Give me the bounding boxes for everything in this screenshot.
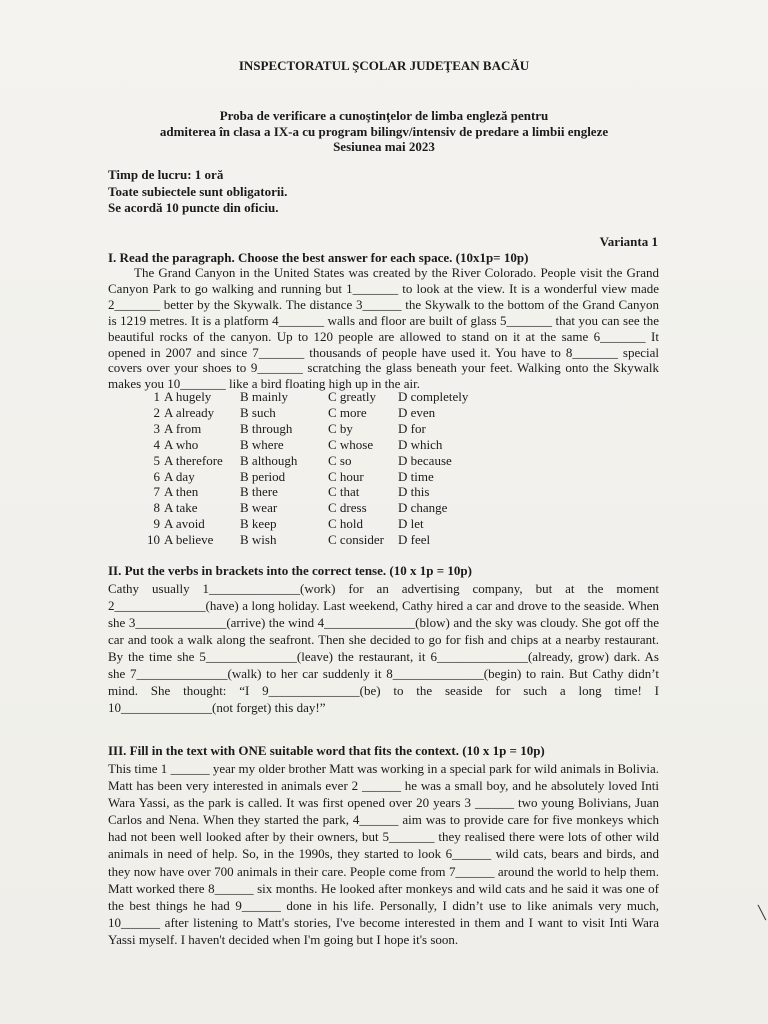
option-row <box>140 500 518 516</box>
option-row <box>140 405 518 421</box>
option-b: B through <box>240 420 293 436</box>
option-number: 10 <box>147 532 160 548</box>
section-1-paragraph <box>108 265 659 392</box>
option-b: B mainly <box>240 389 289 404</box>
inspectorate-heading: INSPECTORATUL ŞCOLAR JUDEŢEAN BACĂU <box>238 58 530 73</box>
option-d: D completely <box>398 389 469 404</box>
option-number: 5 <box>153 452 160 468</box>
option-c: C by <box>328 420 353 436</box>
section-3-title: III. Fill in the text with ONE suitable word that fits the context. (10 x 1p = 10p) <box>108 743 545 758</box>
section-3-text: This time 1 ______ year my older brother Matt was working in a special park for wild animals in Bolivia. Matt has been very interested in animals ever 2 ______ he was a small boy, and he absolutely loved Inti Wara Yassi, as the park is called. It was first opened over 20 years 3 ______ two young Bolivians, Juan Carlos and Nena. When they started the park, 4______ aim was to provide care for five monkeys which had not been well looked after by their owners, but 5_______ they realised there were lots of other wild animals in need of help. So, in the 1990s, they started to look 6______ wild cats, bears and birds, and they now have over 700 animals in their care. People come from 7______ around the world to help them. Matt worked there 8______ six months. He looked after monkeys and wild cats and he said it was one of the best things he had 9______ done in his life. Personally, I didn’t use to like animals very much, 10______ after listening to Matt's stories, I've become interested in them and I want to visit Inti Wara Yassi myself. I haven't decided when I'm going but I hope it's soon. <box>108 761 659 947</box>
option-a: A from <box>164 420 202 436</box>
option-c: C hour <box>328 468 364 484</box>
time-limit: Timp de lucru: 1 oră <box>108 167 224 182</box>
option-d: D this <box>398 484 430 500</box>
option-d: D let <box>398 516 424 532</box>
exam-title <box>0 108 768 155</box>
option-c: C that <box>328 484 360 500</box>
option-a: A day <box>164 468 195 484</box>
option-row <box>140 421 518 437</box>
option-row <box>140 469 518 485</box>
option-a: A therefore <box>164 452 223 468</box>
points-note: Se acordă 10 puncte din oficiu. <box>108 200 279 215</box>
option-a: A who <box>164 436 199 452</box>
mandatory-note: Toate subiectele sunt obligatorii. <box>108 183 288 199</box>
option-c: C hold <box>328 516 364 532</box>
option-b: B period <box>240 468 286 484</box>
option-a: A then <box>164 484 199 500</box>
option-b: B wish <box>240 532 277 548</box>
option-b: B where <box>240 436 284 452</box>
option-d: D which <box>398 436 443 452</box>
exam-info <box>108 167 287 217</box>
option-row <box>140 437 518 453</box>
option-number: 3 <box>153 420 160 436</box>
option-b: B keep <box>240 516 277 532</box>
option-number: 1 <box>153 389 160 404</box>
option-c: C consider <box>328 532 384 548</box>
option-b: B wear <box>240 500 278 516</box>
option-d: D because <box>398 452 452 468</box>
section-1-options <box>140 389 518 548</box>
option-row <box>140 389 518 405</box>
section-2-text: Cathy usually 1______________(work) for an advertising company, but at the moment 2______________(have) a long holiday. Last weekend, Cathy hired a car and drove to the seaside. When she 3______________(arrive) the wind 4______________(blow) and the sky was cloudy. She got off the car and took a walk along the seafront. Then she decided to go for fish and chips at a nearby restaurant. By the time she 5______________(leave) the restaurant, it 6______________(already, grow) dark. As she 7______________(walk) to her car suddenly it 8______________(begin) to rain. But Cathy didn’t mind. She thought: “I 9______________(be) to the seaside for such a long time! I 10______________(not forget) this day!” <box>108 581 659 715</box>
option-row <box>140 453 518 469</box>
option-number: 4 <box>153 436 160 452</box>
option-a: A believe <box>164 532 214 548</box>
option-c: C dress <box>328 500 367 516</box>
option-number: 7 <box>153 484 160 500</box>
section-2-title: II. Put the verbs in brackets into the correct tense. (10 x 1p = 10p) <box>108 563 472 578</box>
option-d: D change <box>398 500 448 516</box>
section-1-text: The Grand Canyon in the United States was created by the River Colorado. People visit the Grand Canyon Park to go walking and running but 1_______ to look at the view. It is a wonderful view made 2_______ better by the Skywalk. The distance 3______ the Skywalk to the bottom of the Grand Canyon is 1219 metres. It is a platform 4_______ walls and floor are built of glass 5_______ that you can see the beautiful rocks of the canyon. Up to 120 people are allowed to stand on it at the same 6_______ It opened in 2007 and since 7_______ thousands of people have used it. You have to 8_______ special covers over your shoes to 9_______ scratching the glass beneath your feet. Walking onto the Skywalk makes you 10_______ like a bird floating high up in the air. <box>108 265 659 392</box>
option-row <box>140 516 518 532</box>
option-b: B such <box>240 404 276 420</box>
option-number: 9 <box>153 516 160 532</box>
exam-session: Sesiunea mai 2023 <box>333 139 435 154</box>
section-2-paragraph <box>108 580 659 716</box>
option-d: D feel <box>398 532 431 548</box>
option-d: D even <box>398 404 436 420</box>
section-1-title: I. Read the paragraph. Choose the best answer for each space. (10x1p= 10p) <box>108 250 529 265</box>
section-3-paragraph <box>108 760 659 948</box>
exam-title-line-2: admiterea în clasa a IX-a cu program bilingv/intensiv de predare a limbii engleze <box>159 123 609 139</box>
option-number: 8 <box>153 500 160 516</box>
option-a: A take <box>164 500 198 516</box>
option-c: C more <box>328 404 367 420</box>
option-a: A hugely <box>164 389 212 404</box>
option-c: C whose <box>328 436 374 452</box>
scan-mark: ╲ <box>758 905 766 920</box>
option-b: B although <box>240 452 298 468</box>
option-number: 2 <box>153 404 160 420</box>
option-row <box>140 484 518 500</box>
option-number: 6 <box>153 468 160 484</box>
option-d: D for <box>398 420 426 436</box>
exam-title-line-1: Proba de verificare a cunoştinţelor de limba engleză pentru <box>219 108 549 123</box>
option-a: A already <box>164 404 215 420</box>
option-d: D time <box>398 468 434 484</box>
option-c: C greatly <box>328 389 377 404</box>
option-row <box>140 532 518 548</box>
option-a: A avoid <box>164 516 205 532</box>
option-b: B there <box>240 484 278 500</box>
option-c: C so <box>328 452 352 468</box>
variant-label: Varianta 1 <box>599 234 658 249</box>
